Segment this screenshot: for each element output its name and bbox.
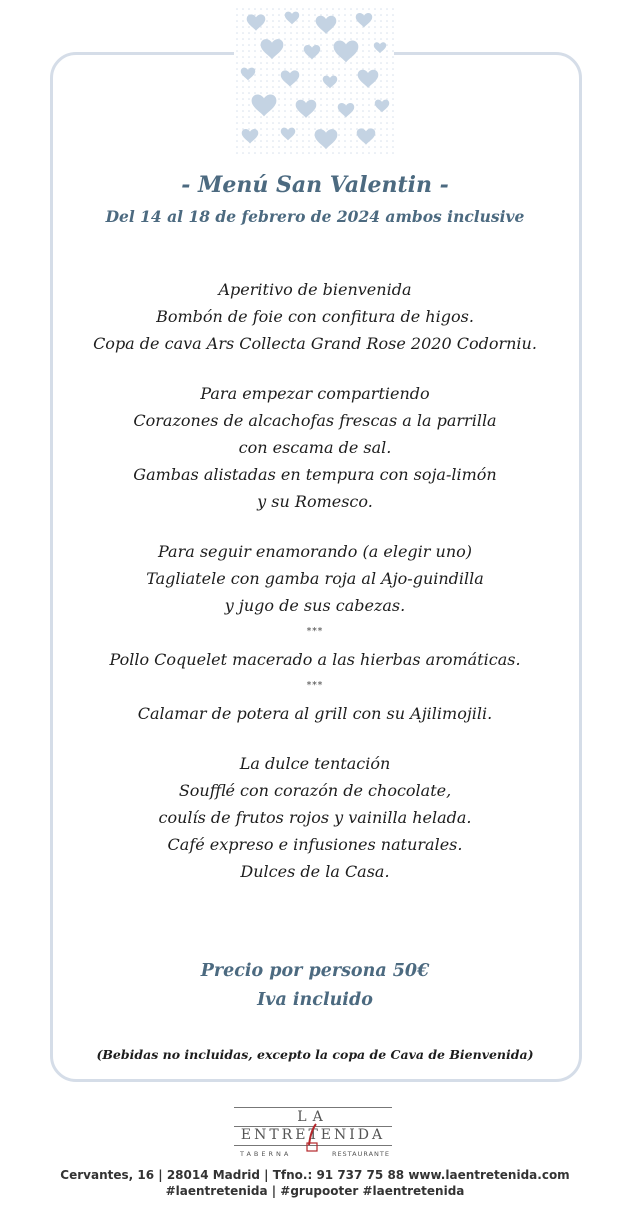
menu-content: [0, 276, 630, 908]
drinks-note: (Bebidas no incluidas, excepto la copa de Cava de Bienvenida): [96, 1047, 534, 1062]
price-block: [0, 957, 630, 1015]
restaurant-logo: [234, 1105, 392, 1165]
dish-line: coulís de frutos rojos y vainilla helada.: [158, 808, 472, 827]
dish-line: Tagliatele con gamba roja al Ajo-guindilla: [146, 569, 484, 588]
logo-rule-top: [234, 1107, 392, 1108]
menu-dates: Del 14 al 18 de febrero de 2024 ambos inclusive: [105, 207, 525, 226]
dish-line: Pollo Coquelet macerado a las hierbas aromáticas.: [109, 650, 521, 669]
menu-section-aperitivo: [0, 276, 630, 357]
logo-restaurante: RESTAURANTE: [331, 1150, 390, 1158]
logo-mark-icon: [304, 1123, 320, 1153]
dish-line: Café expreso e infusiones naturales.: [167, 835, 463, 854]
menu-section-empezar: [0, 380, 630, 515]
dish-line: Calamar de potera al grill con su Ajilimojili.: [137, 704, 493, 723]
vat-line: Iva incluido: [257, 990, 373, 1010]
dish-line: Dulces de la Casa.: [240, 862, 390, 881]
price-line: Precio por persona 50€: [200, 961, 430, 981]
hearts-decoration: [234, 6, 394, 156]
footer-hashtags: #laentretenida | #grupooter #laentretenida: [165, 1184, 465, 1198]
dish-line: con escama de sal.: [238, 438, 392, 457]
dish-line: Bombón de foie con confitura de higos.: [156, 307, 474, 326]
dish-line: Corazones de alcachofas frescas a la parrilla: [133, 411, 497, 430]
separator: ***: [306, 681, 324, 691]
hearts-icon: [234, 6, 394, 156]
section-title: Aperitivo de bienvenida: [218, 280, 412, 299]
section-title: La dulce tentación: [239, 754, 391, 773]
separator: ***: [306, 627, 324, 637]
menu-section-postre: [0, 750, 630, 885]
dish-line: y su Romesco.: [257, 492, 373, 511]
menu-section-seguir: [0, 538, 630, 727]
section-title: Para empezar compartiendo: [200, 384, 430, 403]
logo-la: LA: [297, 1109, 329, 1125]
dish-line: Soufflé con corazón de chocolate,: [178, 781, 452, 800]
dish-line: Gambas alistadas en tempura con soja-limón: [133, 465, 497, 484]
menu-title: - Menú San Valentin -: [181, 172, 449, 198]
dish-line: Copa de cava Ars Collecta Grand Rose 2020 Codorniu.: [93, 334, 537, 353]
logo-taberna: TABERNA: [240, 1150, 292, 1158]
logo-name: ENTRETENIDA: [240, 1127, 386, 1143]
dish-line: y jugo de sus cabezas.: [224, 596, 406, 615]
section-title: Para seguir enamorando (a elegir uno): [157, 542, 472, 561]
footer-address: Cervantes, 16 | 28014 Madrid | Tfno.: 91 737 75 88 www.laentretenida.com: [60, 1168, 570, 1182]
